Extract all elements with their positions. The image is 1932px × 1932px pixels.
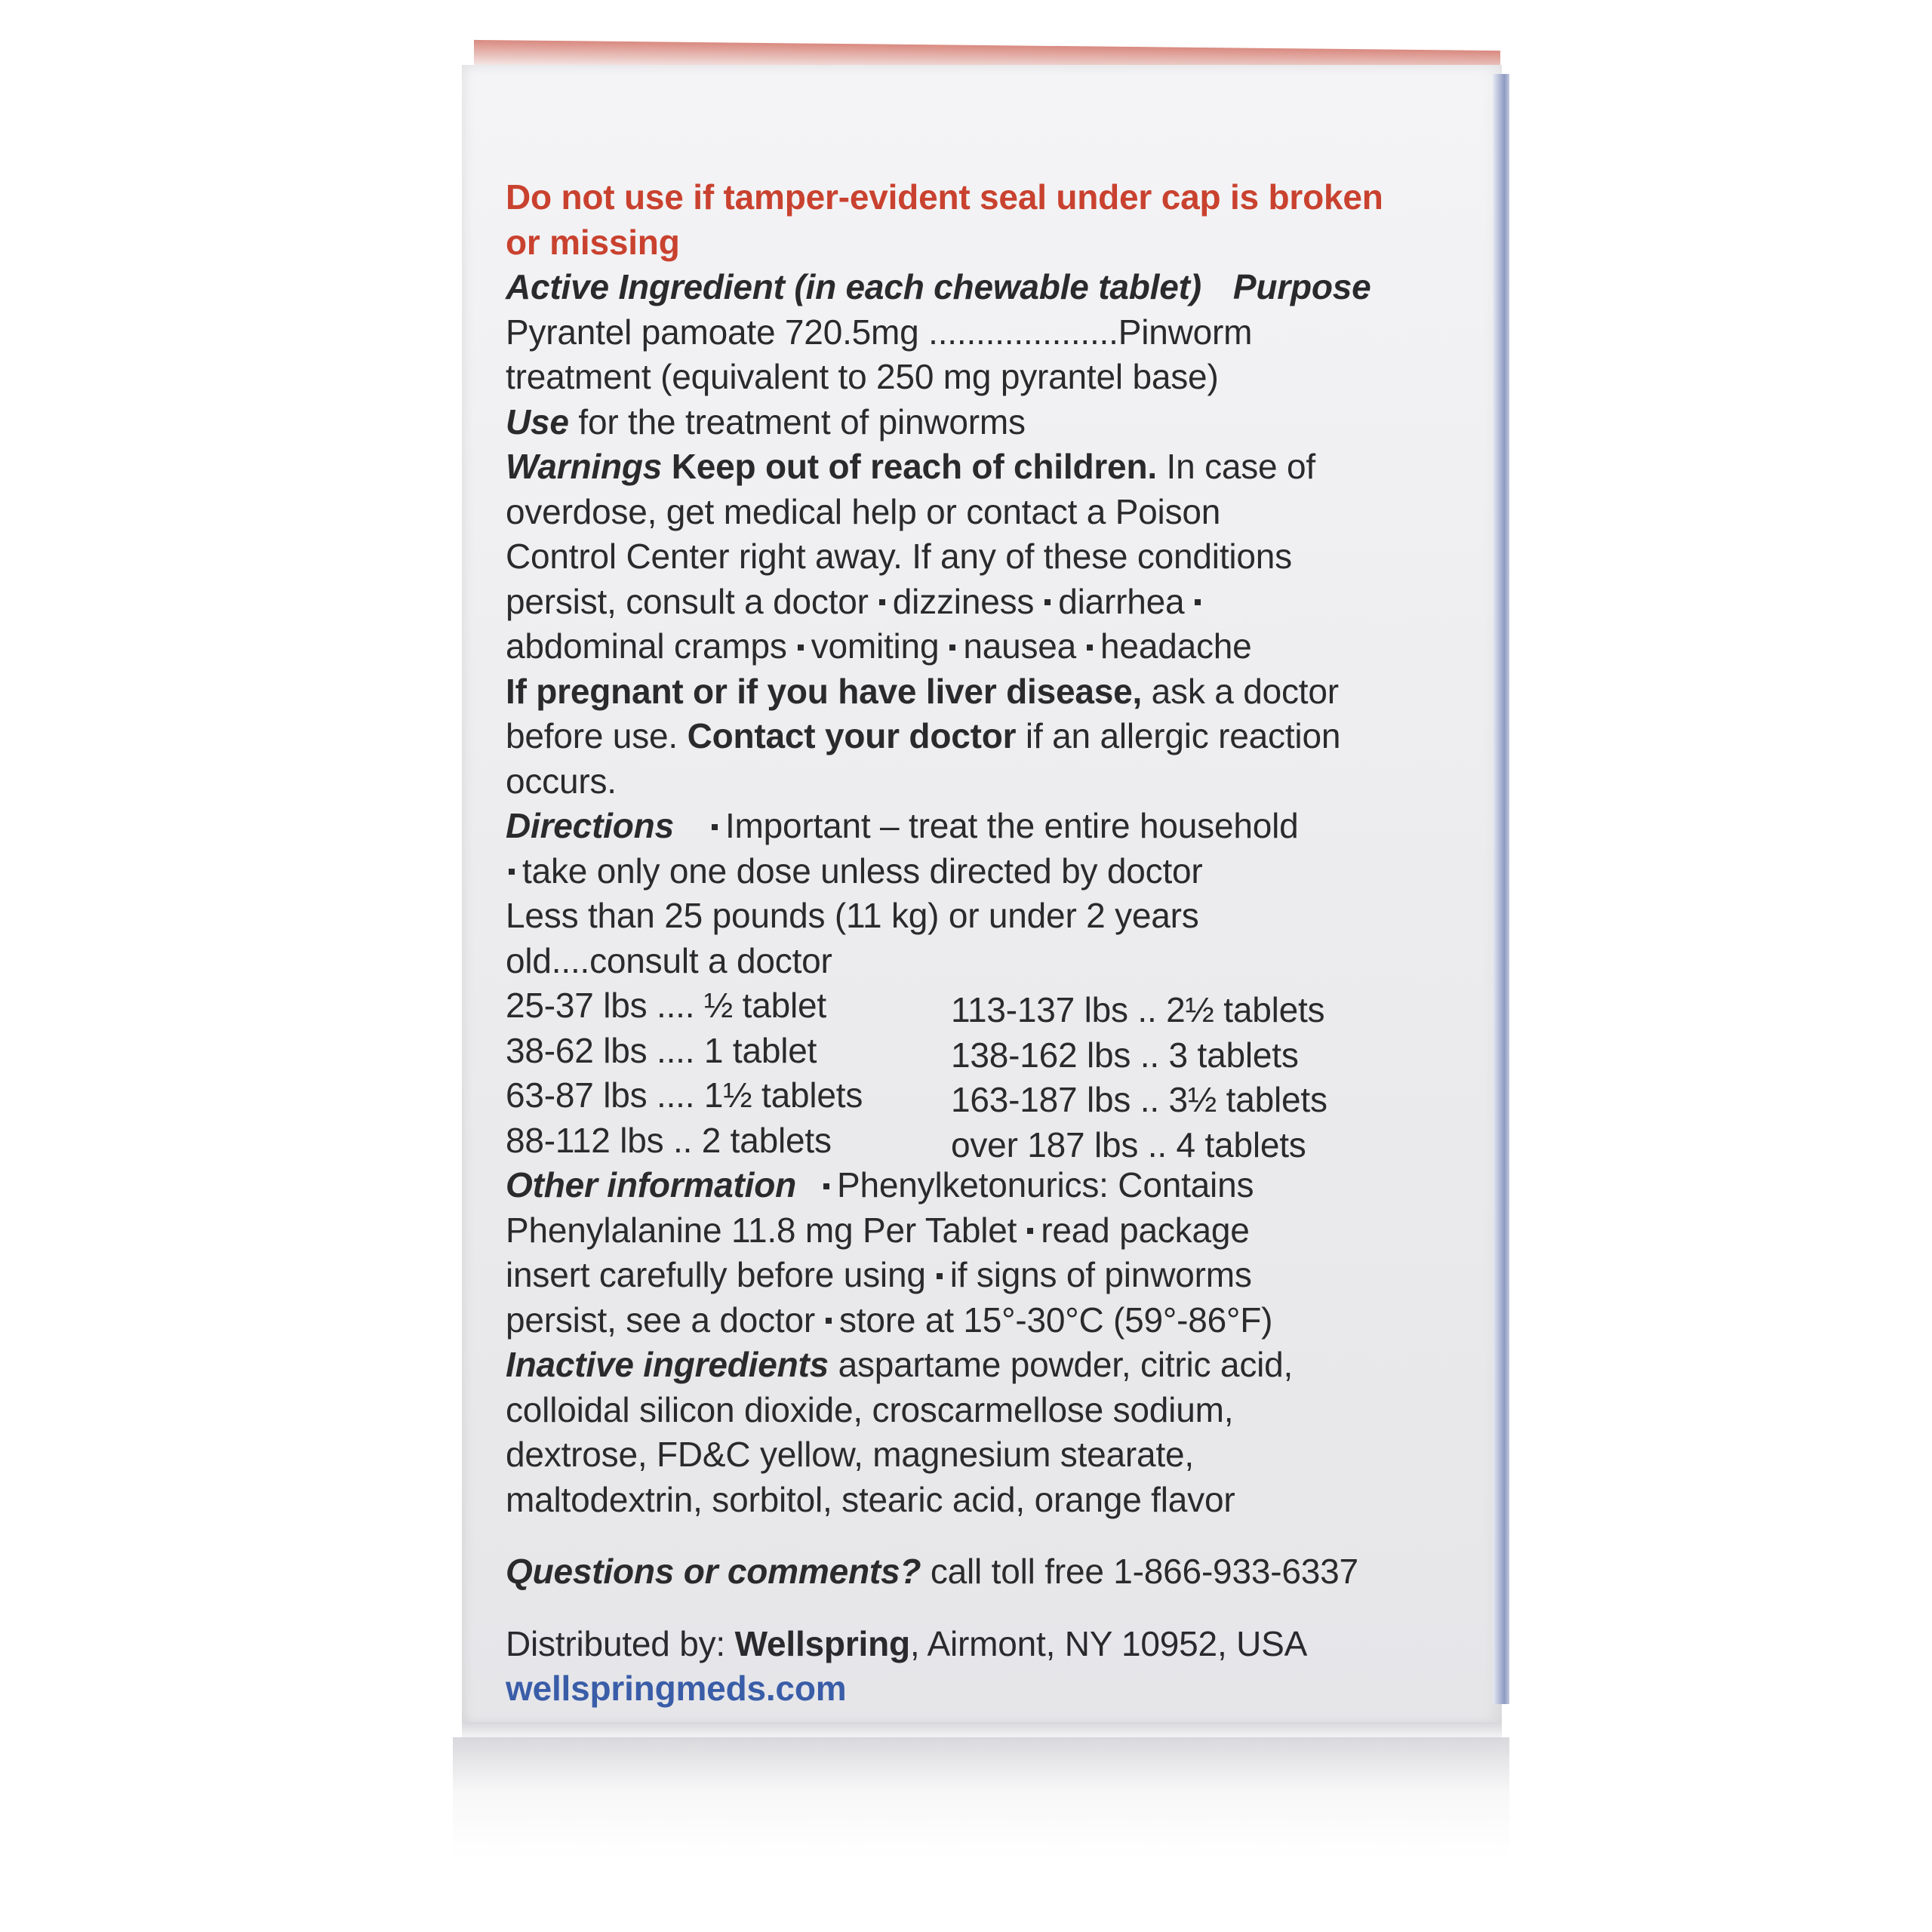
distributor-address: , Airmont, NY 10952, USA: [909, 1623, 1308, 1663]
symptom: nausea: [963, 626, 1077, 666]
before-use-text: before use.: [506, 716, 678, 755]
active-ingredient-line: treatment (equivalent to 250 mg pyrantel base): [506, 357, 1219, 396]
bullet-icon: [949, 645, 955, 651]
pregnancy-text: ask a doctor: [1151, 671, 1339, 711]
distributor-brand: Wellspring: [734, 1623, 910, 1663]
dose-row: 138-162 lbs .. 3 tablets: [951, 1035, 1299, 1075]
other-info-line: [506, 1163, 1464, 1208]
bullet-icon: [509, 869, 515, 875]
bullet-icon: [1027, 1228, 1033, 1234]
inactive-line: [506, 1343, 1464, 1388]
use-line: [506, 400, 1464, 445]
dose-row: 88-112 lbs .. 2 tablets: [506, 1120, 832, 1160]
directions-line: [506, 804, 1464, 849]
tamper-warning-line-1: Do not use if tamper-evident seal under cap is broken: [506, 177, 1383, 217]
warnings-text: persist, consult a doctor: [506, 581, 869, 621]
other-info-item: store at 15°-30°C (59°-86°F): [839, 1300, 1273, 1340]
other-info-item: Phenylketonurics: Contains: [837, 1165, 1254, 1204]
symptom: dizziness: [892, 581, 1035, 621]
dose-row: over 187 lbs .. 4 tablets: [951, 1124, 1306, 1164]
distributed-by-label: Distributed by:: [506, 1623, 726, 1663]
directions-line: Less than 25 pounds (11 kg) or under 2 years: [506, 896, 1199, 935]
other-info-text: insert carefully before using: [506, 1255, 926, 1294]
toll-free-number: call toll free 1-866-933-6337: [930, 1552, 1358, 1591]
allergic-text: if an allergic reaction: [1025, 716, 1341, 755]
directions-heading: Directions: [506, 806, 674, 845]
box-shadow: [453, 1737, 1509, 1858]
drug-facts-label: [506, 175, 1464, 1712]
other-info-text: Phenylalanine 11.8 mg Per Tablet: [506, 1210, 1017, 1250]
warnings-line: [506, 580, 1464, 625]
box-bottom-edge: [462, 1722, 1502, 1739]
dose-row: 38-62 lbs .... 1 tablet: [506, 1030, 817, 1070]
other-info-heading: Other information: [506, 1165, 797, 1204]
distributor-line: [506, 1622, 1464, 1667]
warnings-line: overdose, get medical help or contact a Poison: [506, 491, 1221, 531]
bullet-icon: [1195, 599, 1201, 605]
other-info-line: [506, 1253, 1464, 1298]
bullet-icon: [823, 1183, 829, 1189]
questions-line: [506, 1549, 1464, 1595]
directions-line: old....consult a doctor: [506, 940, 832, 980]
tamper-warning-line-2: or missing: [506, 222, 680, 262]
occurs-line: occurs.: [506, 761, 617, 801]
inactive-text: aspartame powder, citric acid,: [838, 1345, 1294, 1384]
keep-away-warning: Keep out of reach of children.: [671, 447, 1157, 486]
bullet-icon: [879, 599, 885, 605]
warnings-heading: Warnings: [506, 447, 663, 486]
inactive-line: dextrose, FD&C yellow, magnesium stearate,: [506, 1435, 1194, 1474]
other-info-line: [506, 1298, 1464, 1343]
other-info-item: if signs of pinworms: [949, 1255, 1252, 1294]
directions-item: Important – treat the entire household: [724, 806, 1299, 845]
use-text: for the treatment of pinworms: [578, 401, 1026, 441]
warnings-line: Control Center right away. If any of these conditions: [506, 537, 1292, 576]
bullet-icon: [1044, 599, 1051, 605]
bullet-icon: [826, 1318, 832, 1324]
pregnancy-line: [506, 714, 1464, 759]
dose-row: 113-137 lbs .. 2½ tablets: [951, 990, 1325, 1029]
inactive-line: colloidal silicon dioxide, croscarmellose sodium,: [506, 1389, 1234, 1429]
active-ingredient-heading: Active Ingredient (in each chewable tablet): [506, 267, 1201, 306]
inactive-heading: Inactive ingredients: [506, 1345, 829, 1384]
dose-row: 25-37 lbs .... ½ tablet: [506, 986, 826, 1025]
dose-row: 163-187 lbs .. 3½ tablets: [951, 1080, 1327, 1119]
symptom: headache: [1100, 626, 1252, 666]
warnings-text: In case of: [1166, 447, 1315, 486]
box-right-edge: [1493, 74, 1509, 1704]
inactive-line: maltodextrin, sorbitol, stearic acid, orange flavor: [506, 1479, 1235, 1519]
symptom: diarrhea: [1058, 581, 1185, 621]
dosage-table: [506, 983, 1464, 1163]
bullet-icon: [712, 824, 718, 830]
symptom: vomiting: [811, 626, 940, 666]
website-link[interactable]: wellspringmeds.com: [506, 1669, 847, 1708]
warnings-line: [506, 445, 1464, 490]
other-info-item: read package: [1041, 1210, 1250, 1250]
active-ingredient-line: Pyrantel pamoate 720.5mg ....................Pinworm: [506, 312, 1253, 352]
other-info-text: persist, see a doctor: [506, 1300, 816, 1340]
dose-row: 63-87 lbs .... 1½ tablets: [506, 1075, 863, 1115]
directions-line: [506, 849, 1464, 894]
purpose-heading: Purpose: [1232, 267, 1371, 306]
pregnancy-line: [506, 669, 1464, 715]
use-heading: Use: [506, 401, 569, 441]
warnings-line: [506, 624, 1464, 669]
other-info-line: [506, 1208, 1464, 1254]
questions-heading: Questions or comments?: [506, 1552, 921, 1591]
contact-doctor-warning: Contact your doctor: [687, 716, 1017, 755]
active-ingredient-header: [506, 265, 1464, 310]
directions-item: take only one dose unless directed by doctor: [522, 851, 1203, 891]
bullet-icon: [1087, 645, 1093, 651]
symptom: abdominal cramps: [506, 626, 787, 666]
bullet-icon: [798, 645, 804, 651]
pregnancy-warning: If pregnant or if you have liver disease,: [506, 671, 1143, 711]
bullet-icon: [937, 1273, 943, 1279]
